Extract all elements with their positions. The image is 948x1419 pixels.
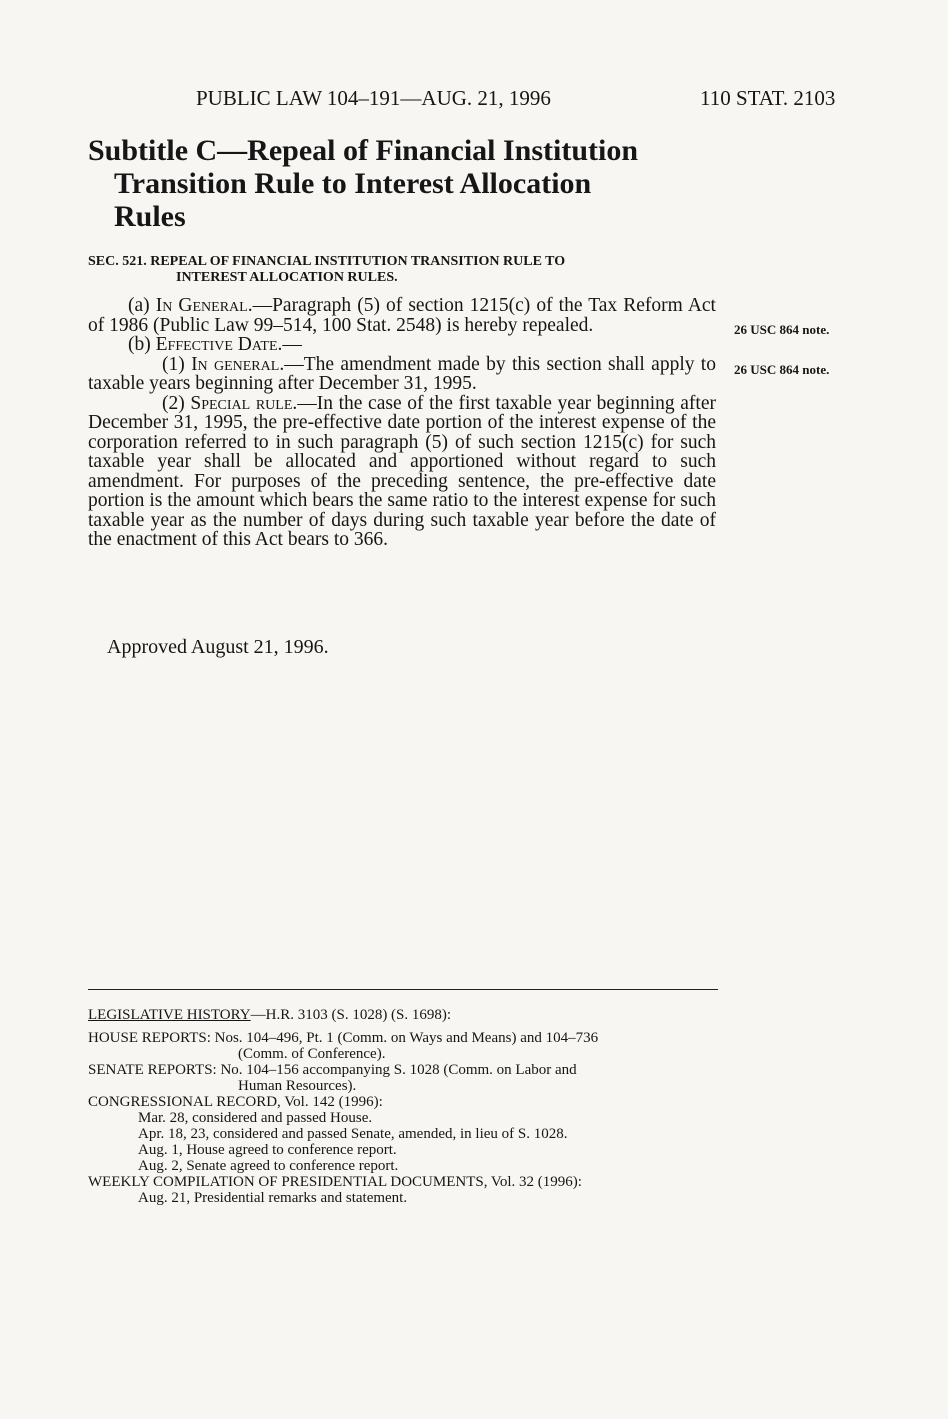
paragraph-b1 <box>88 355 716 394</box>
subsection-a <box>88 296 716 335</box>
running-header-left: PUBLIC LAW 104–191—AUG. 21, 1996 <box>196 86 551 110</box>
subsection-b-heading: Effective Date <box>155 334 278 355</box>
house-reports-cont: (Comm. of Conference). <box>238 1046 386 1062</box>
paragraph-b1-text: .—The amendment made by this section shall apply to taxable years beginning after December 31, 1995. <box>88 353 716 394</box>
subsection-b-text: .— <box>277 334 302 355</box>
subtitle-heading <box>88 134 728 233</box>
section-heading-line-1: SEC. 521. REPEAL OF FINANCIAL INSTITUTION TRANSITION RULE TO <box>88 254 566 269</box>
history-title-bill: —H.R. 3103 (S. 1028) (S. 1698): <box>250 1007 452 1023</box>
history-title-label: LEGISLATIVE HISTORY <box>88 1007 251 1023</box>
paragraph-b2 <box>88 394 716 550</box>
cr-entry-3: Aug. 1, House agreed to conference report. <box>138 1142 397 1158</box>
paragraph-b1-heading: In general <box>191 353 280 375</box>
subtitle-line-3: Rules <box>114 200 186 233</box>
history-title <box>88 1007 720 1023</box>
margin-note-2: 26 USC 864 note. <box>734 362 830 377</box>
subtitle-line-2: Transition Rule to Interest Allocation <box>114 167 592 200</box>
house-reports: HOUSE REPORTS: Nos. 104–496, Pt. 1 (Comm. on Ways and Means) and 104–736 <box>88 1030 599 1046</box>
weekly-compilation: WEEKLY COMPILATION OF PRESIDENTIAL DOCUMENTS, Vol. 32 (1996): <box>88 1174 582 1190</box>
section-heading-line-2: INTEREST ALLOCATION RULES. <box>176 270 398 285</box>
footnote-divider <box>88 989 718 990</box>
weekly-entry-1: Aug. 21, Presidential remarks and statement. <box>138 1190 408 1206</box>
subsection-b-label: (b) <box>128 334 156 355</box>
page-stat-citation: 110 STAT. 2103 <box>700 86 836 110</box>
paragraph-b2-heading: Special rule <box>190 392 293 414</box>
cr-entry-1: Mar. 28, considered and passed House. <box>138 1110 373 1126</box>
paragraph-b2-label: (2) <box>162 392 191 414</box>
approval-date: Approved August 21, 1996. <box>107 636 329 658</box>
subsection-a-heading: In General <box>155 295 248 316</box>
paragraph-b2-text: .—In the case of the first taxable year beginning after December 31, 1995, the pre-effective date portion of the interest expense of the corporation referred to in such paragraph (5) of such section 1215(c) for such taxable year shall be allocated and apportioned without regard to such amendment. For purposes of the preceding sentence, the pre-effective date portion is the amount which bears the same ratio to the interest expense for such taxable year as the number of days during such taxable year before the date of the enactment of this Act bears to 366. <box>88 392 716 550</box>
senate-reports-cont: Human Resources). <box>238 1078 357 1094</box>
cr-entry-2: Apr. 18, 23, considered and passed Senate, amended, in lieu of S. 1028. <box>138 1126 568 1142</box>
congressional-record: CONGRESSIONAL RECORD, Vol. 142 (1996): <box>88 1094 383 1110</box>
subtitle-line-1: Subtitle C—Repeal of Financial Institution <box>88 134 639 167</box>
subsection-a-label: (a) <box>128 295 156 316</box>
section-body <box>88 296 716 550</box>
subsection-b <box>88 335 716 355</box>
senate-reports: SENATE REPORTS: No. 104–156 accompanying S. 1028 (Comm. on Labor and <box>88 1062 577 1078</box>
cr-entry-4: Aug. 2, Senate agreed to conference report. <box>138 1158 399 1174</box>
section-heading <box>88 254 720 286</box>
paragraph-b1-label: (1) <box>162 353 192 375</box>
subsection-a-text: .—Paragraph (5) of section 1215(c) of the Tax Reform Act of 1986 (Public Law 99–514, 100 Stat. 2548) is hereby repealed. <box>88 295 716 336</box>
margin-note-1: 26 USC 864 note. <box>734 322 830 337</box>
legislative-history <box>88 1007 720 1206</box>
